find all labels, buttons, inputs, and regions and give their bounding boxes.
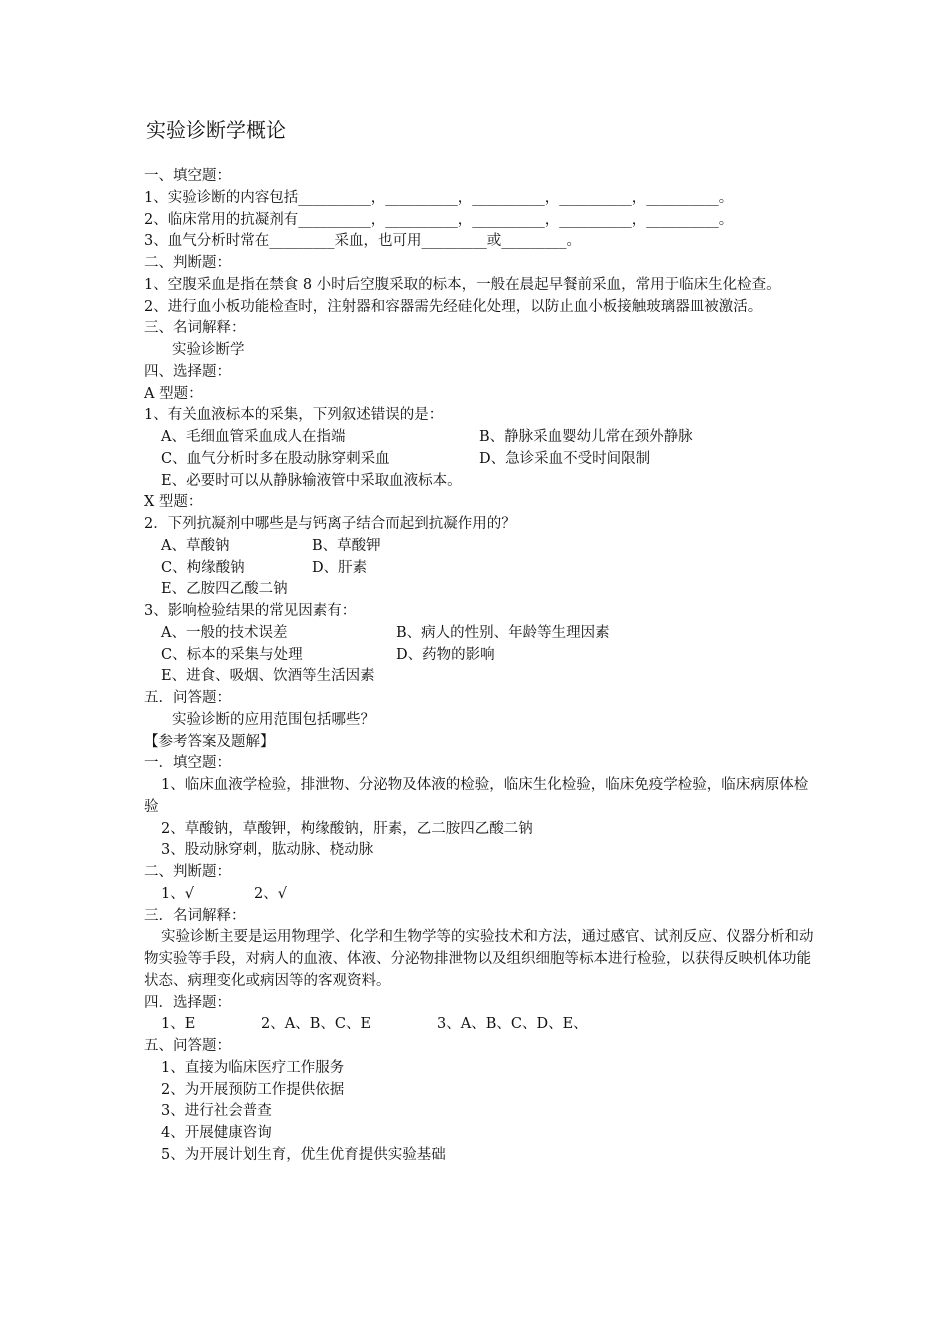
answer-section-heading: 五、问答题：: [144, 1038, 231, 1054]
option-d: D、肝素: [312, 559, 368, 576]
answer-item: 1、直接为临床医疗工作服务: [161, 1059, 345, 1076]
option-a: A、草酸钠: [161, 537, 230, 554]
option-row: [144, 645, 814, 667]
option-a: A、毛细血管采血成人在指端: [161, 429, 346, 445]
option-d: D、药物的影响: [396, 646, 495, 663]
answer-section-heading: 一．填空题：: [144, 755, 231, 772]
choice-question: 3、影响检验结果的常见因素有：: [144, 603, 357, 619]
option-e: E、必要时可以从静脉输液管中采取血液标本。: [161, 472, 462, 489]
answer-section-heading: 四．选择题：: [144, 994, 231, 1011]
answer-item: 1、E: [161, 1016, 196, 1033]
fill-question: 2、临床常用的抗凝剂有__________，__________，__________，__________，__________。: [144, 211, 734, 228]
answer-section-heading: 三．名词解释：: [144, 907, 246, 924]
option-a: A、一般的技术误差: [161, 624, 288, 641]
answer-item: 3、进行社会普查: [161, 1103, 272, 1120]
option-row: [144, 427, 814, 449]
choice-question: 2．下列抗凝剂中哪些是与钙离子结合而起到抗凝作用的？: [144, 516, 516, 532]
fill-question: 3、血气分析时常在_________采血，也可用_________或_________。: [144, 233, 581, 250]
option-d: D、急诊采血不受时间限制: [479, 450, 651, 467]
document-body: [144, 166, 814, 1167]
answer-item: 1、√: [161, 885, 194, 902]
option-b: B、草酸钾: [312, 537, 381, 554]
answer-item: 2、为开展预防工作提供依据: [161, 1081, 345, 1098]
answer-item: 4、开展健康咨询: [161, 1125, 272, 1141]
question-type-label: X 型题：: [144, 494, 203, 511]
section-heading: 一、填空题：: [144, 168, 231, 184]
answer-item: 1、临床血液学检验，排泄物、分泌物及体液的检验，临床生化检验，临床免疫学检验，临床病原体检验: [144, 777, 809, 815]
option-b: B、静脉采血婴幼儿常在颈外静脉: [479, 429, 693, 445]
answer-item: 2、√: [254, 885, 287, 902]
option-row: [144, 558, 814, 580]
option-b: B、病人的性别、年龄等生理因素: [396, 624, 610, 641]
essay-question: 实验诊断的应用范围包括哪些？: [172, 711, 375, 728]
answer-item: 2、A、B、C、E: [261, 1016, 372, 1033]
answer-row: [144, 884, 814, 906]
answer-item: 3、股动脉穿刺，肱动脉、桡动脉: [161, 842, 374, 859]
judge-question: 2、进行血小板功能检查时，注射器和容器需先经硅化处理，以防止血小板接触玻璃器皿被激活。: [144, 298, 763, 315]
question-type-label: A 型题：: [144, 385, 203, 402]
section-heading: 四、选择题：: [144, 363, 231, 380]
answer-row: [144, 1014, 814, 1036]
option-e: E、进食、吸烟、饮酒等生活因素: [161, 668, 375, 685]
option-row: [144, 536, 814, 558]
answer-item: 3、A、B、C、D、E、: [437, 1016, 588, 1033]
option-c: C、枸缘酸钠: [161, 559, 245, 576]
judge-question: 1、空腹采血是指在禁食 8 小时后空腹采取的标本，一般在晨起早餐前采血，常用于临床生化检查。: [144, 276, 781, 293]
option-e: E、乙胺四乙酸二钠: [161, 581, 288, 598]
section-heading: 五．问答题：: [144, 690, 231, 706]
answer-item: 5、为开展计划生育，优生优育提供实验基础: [161, 1146, 446, 1163]
answer-section-heading: 二、判断题：: [144, 864, 231, 880]
section-heading: 二、判断题：: [144, 255, 231, 271]
page-title: 实验诊断学概论: [146, 118, 286, 142]
answer-item: 2、草酸钠，草酸钾，枸缘酸钠，肝素，乙二胺四乙酸二钠: [161, 820, 533, 837]
option-c: C、血气分析时多在股动脉穿刺采血: [161, 450, 390, 467]
option-c: C、标本的采集与处理: [161, 646, 303, 663]
option-row: [144, 623, 814, 645]
fill-question: 1、实验诊断的内容包括__________，__________，__________，__________，__________。: [144, 189, 734, 206]
option-row: [144, 449, 814, 471]
section-heading: 三、名词解释：: [144, 320, 246, 337]
answer-title: 【参考答案及题解】: [144, 733, 275, 750]
answer-paragraph: 实验诊断主要是运用物理学、化学和生物学等的实验技术和方法，通过感官、试剂反应、仪器分析和动物实验等手段，对病人的血液、体液、分泌物排泄物以及组织细胞等标本进行检验，以获得反映机体功能状态、病理变化或病因等的客观资料。: [144, 929, 814, 989]
term-question: 实验诊断学: [172, 342, 245, 358]
choice-question: 1、有关血液标本的采集，下列叙述错误的是：: [144, 407, 444, 424]
